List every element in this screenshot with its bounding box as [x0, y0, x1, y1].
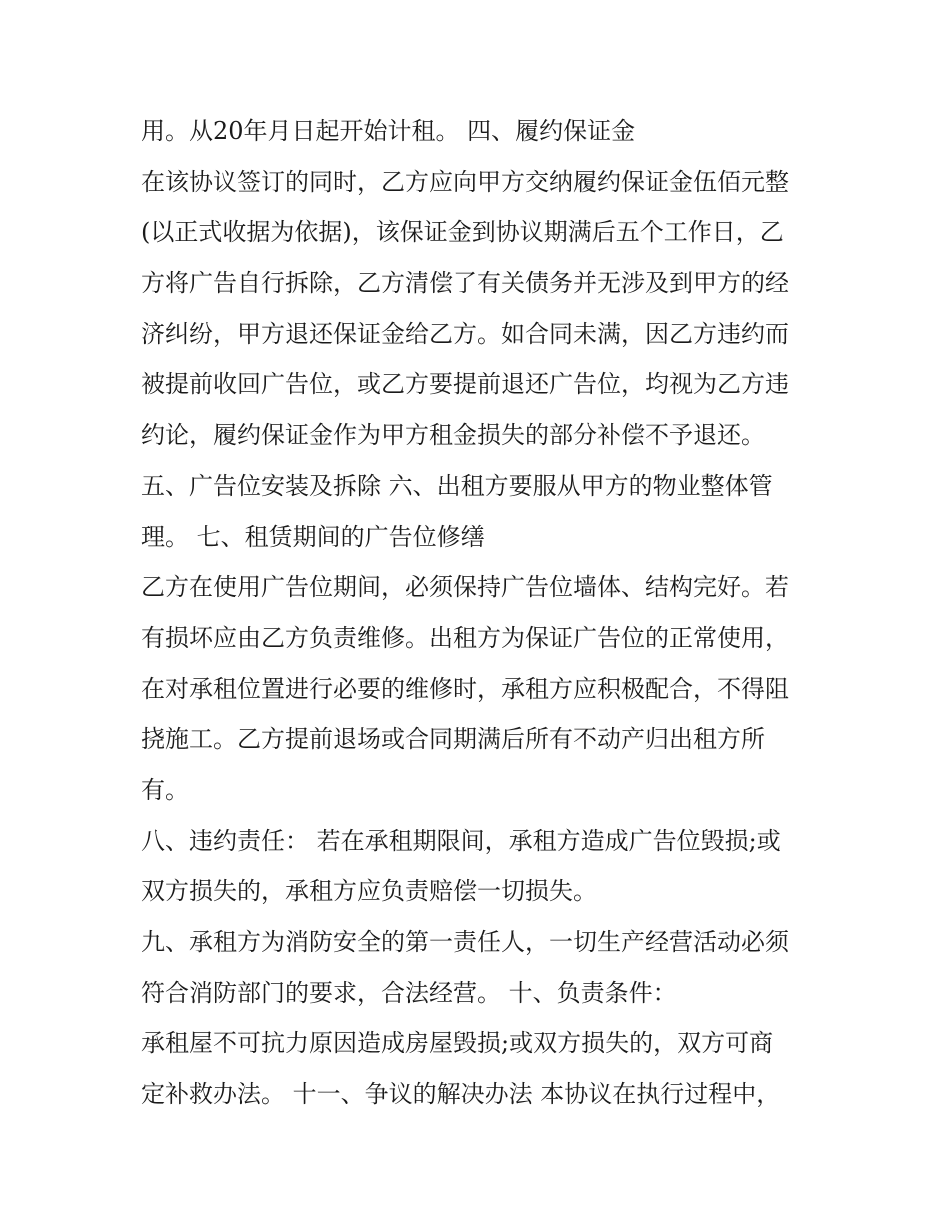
text-line: 用。从20年月日起开始计租。 四、履约保证金 — [141, 117, 636, 145]
text-line: 在对承租位置进行必要的维修时，承租方应积极配合，不得阻 — [141, 674, 789, 703]
text-line: 济纠纷，甲方退还保证金给乙方。如合同未满，因乙方违约而 — [141, 319, 789, 348]
text-line: (以正式收据为依据)，该保证金到协议期满后五个工作日，乙 — [141, 218, 784, 247]
text-line: 约论，履约保证金作为甲方租金损失的部分补偿不予退还。 — [141, 421, 765, 450]
text-line: 承租屋不可抗力原因造成房屋毁损;或双方损失的，双方可商 — [141, 1029, 774, 1058]
text-line: 在该协议签订的同时，乙方应向甲方交纳履约保证金伍佰元整 — [141, 167, 789, 196]
text-line: 八、违约责任： 若在承租期限间，承租方造成广告位毁损;或 — [141, 826, 781, 855]
text-line: 被提前收回广告位，或乙方要提前退还广告位，均视为乙方违 — [141, 370, 789, 399]
text-line: 挠施工。乙方提前退场或合同期满后所有不动产归出租方所 — [141, 725, 765, 754]
text-line: 符合消防部门的要求，合法经营。 十、负责条件： — [141, 978, 677, 1007]
document-body — [141, 106, 841, 1120]
text-line: 有。 — [141, 775, 189, 804]
text-line: 双方损失的，承租方应负责赔偿一切损失。 — [141, 877, 597, 906]
text-line: 乙方在使用广告位期间，必须保持广告位墙体、结构完好。若 — [141, 573, 789, 602]
text-line: 九、承租方为消防安全的第一责任人，一切生产经营活动必须 — [141, 928, 789, 956]
text-line: 有损坏应由乙方负责维修。出租方为保证广告位的正常使用， — [141, 623, 789, 652]
text-line: 定补救办法。 十一、争议的解决办法 本协议在执行过程中， — [141, 1080, 781, 1109]
text-line: 方将广告自行拆除，乙方清偿了有关债务并无涉及到甲方的经 — [141, 269, 789, 298]
text-line: 理。 七、租赁期间的广告位修缮 — [141, 522, 485, 551]
text-line: 五、广告位安装及拆除 六、出租方要服从甲方的物业整体管 — [141, 471, 773, 500]
